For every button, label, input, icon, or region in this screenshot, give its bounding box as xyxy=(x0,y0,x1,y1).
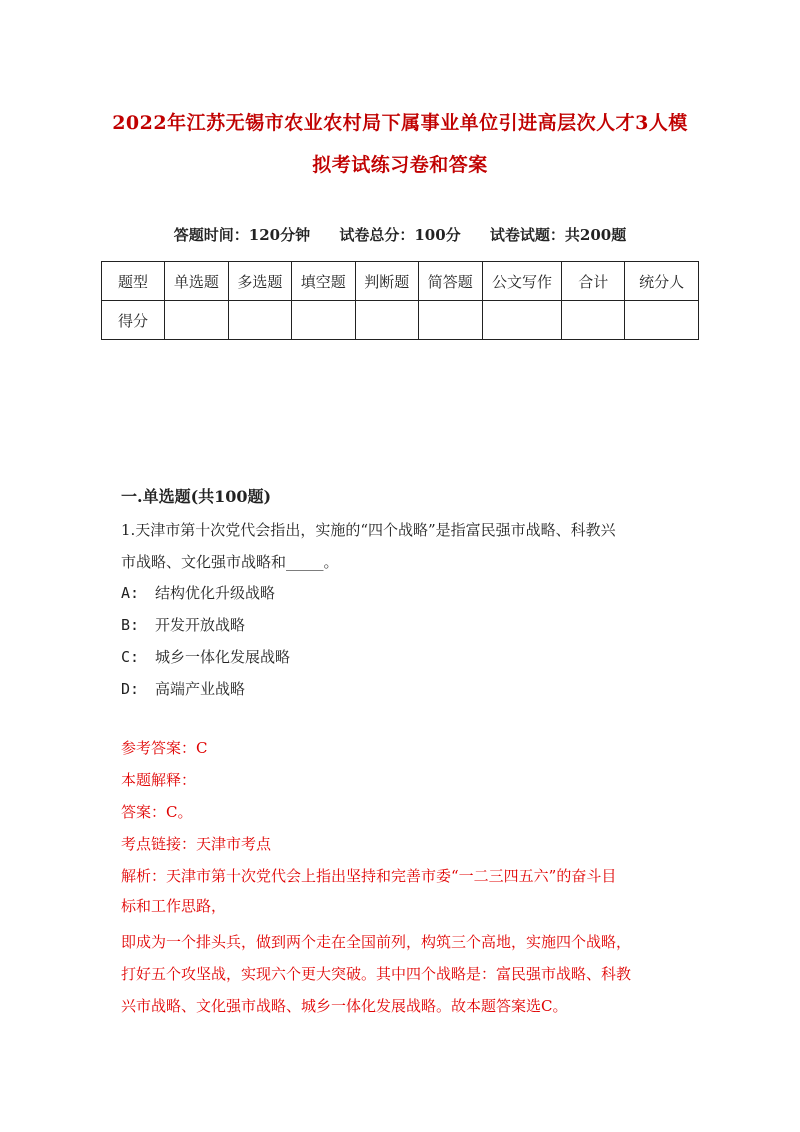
header-cell: 简答题 xyxy=(418,262,482,301)
option-text: 城乡一体化发展战略 xyxy=(155,648,291,666)
option-key: C: xyxy=(121,648,140,666)
score-table xyxy=(101,261,699,340)
reference-answer: 参考答案：C xyxy=(121,739,208,757)
option-key: B: xyxy=(121,616,140,634)
score-cell xyxy=(625,301,699,340)
option-text: 结构优化升级战略 xyxy=(155,584,276,602)
meta-total: 试卷总分：100分 xyxy=(339,226,461,244)
header-cell: 多选题 xyxy=(228,262,291,301)
explanation-label: 本题解释： xyxy=(121,771,197,789)
header-cell: 合计 xyxy=(562,262,625,301)
meta-time: 答题时间：120分钟 xyxy=(173,226,311,244)
option-key: A: xyxy=(121,584,140,602)
option-d xyxy=(121,678,245,699)
doc-title-line2: 拟考试练习卷和答案 xyxy=(312,154,488,176)
option-a xyxy=(121,582,275,603)
option-key: D: xyxy=(121,680,140,698)
score-table-header-row xyxy=(102,262,699,301)
section-title: 一.单选题(共100题) xyxy=(121,487,272,506)
analysis-line3: 即成为一个排头兵，做到两个走在全国前列，构筑三个高地，实施四个战略， xyxy=(121,933,632,951)
header-cell: 填空题 xyxy=(291,262,355,301)
score-cell xyxy=(164,301,228,340)
analysis-line4: 打好五个攻坚战，实现六个更大突破。其中四个战略是：富民强市战略、科教 xyxy=(121,965,632,983)
score-cell xyxy=(418,301,482,340)
exam-meta xyxy=(0,224,800,245)
option-text: 开发开放战略 xyxy=(155,616,246,634)
score-cell xyxy=(291,301,355,340)
knowledge-link: 考点链接：天津市考点 xyxy=(121,835,272,853)
answer-line: 答案：C。 xyxy=(121,803,193,821)
meta-count: 试卷试题：共200题 xyxy=(489,226,627,244)
header-cell: 公文写作 xyxy=(482,262,562,301)
analysis-line1: 解析：天津市第十次党代会上指出坚持和完善市委“一二三四五六”的奋斗目 xyxy=(121,867,617,885)
analysis-line5: 兴市战略、文化强市战略、城乡一体化发展战略。故本题答案选C。 xyxy=(121,997,568,1015)
score-table-score-row xyxy=(102,301,699,340)
question-text-line1: 1.天津市第十次党代会指出，实施的“四个战略”是指富民强市战略、科教兴 xyxy=(121,521,616,539)
header-cell: 统分人 xyxy=(625,262,699,301)
score-cell xyxy=(562,301,625,340)
header-cell: 单选题 xyxy=(164,262,228,301)
score-cell xyxy=(228,301,291,340)
score-cell xyxy=(482,301,562,340)
header-cell: 题型 xyxy=(102,262,165,301)
doc-title-line1: 2022年江苏无锡市农业农村局下属事业单位引进高层次人才3人模 xyxy=(112,112,688,134)
option-text: 高端产业战略 xyxy=(155,680,246,698)
question-text-line2: 市战略、文化强市战略和_____。 xyxy=(121,553,339,571)
score-cell xyxy=(355,301,418,340)
option-c xyxy=(121,646,290,667)
analysis-line2: 标和工作思路， xyxy=(121,897,227,915)
option-b xyxy=(121,614,245,635)
header-cell: 判断题 xyxy=(355,262,418,301)
score-row-label: 得分 xyxy=(102,301,165,340)
